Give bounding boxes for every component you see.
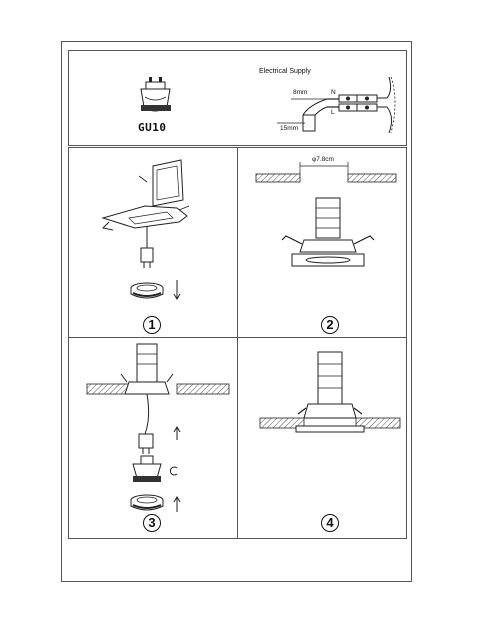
- step-number-4: 4: [321, 514, 339, 532]
- step-2-drawing: [238, 148, 408, 339]
- step-number-2: 2: [321, 316, 339, 334]
- terminal-mark-n: N: [331, 89, 336, 96]
- panel-step-1: [68, 147, 238, 338]
- step-number-1: 1: [143, 316, 161, 334]
- instruction-sheet: [61, 41, 412, 582]
- electrical-supply-title: Electrical Supply: [259, 68, 311, 75]
- cable-length-label: 15mm: [280, 125, 299, 132]
- step-number-3: 3: [143, 514, 161, 532]
- lamp-type-label: GU10: [138, 121, 167, 134]
- panel-step-2: [237, 147, 407, 338]
- step-3-drawing: [69, 338, 239, 540]
- panel-overview: [68, 50, 407, 146]
- wiring-drawing: [69, 51, 408, 147]
- panel-step-3: [68, 337, 238, 539]
- strip-length-label: 8mm: [293, 89, 308, 96]
- hole-diameter-label: φ7.8cm: [312, 156, 334, 163]
- terminal-mark-l: L: [331, 109, 335, 116]
- step-4-drawing: [238, 338, 408, 540]
- step-1-drawing: [69, 148, 239, 339]
- panel-step-4: [237, 337, 407, 539]
